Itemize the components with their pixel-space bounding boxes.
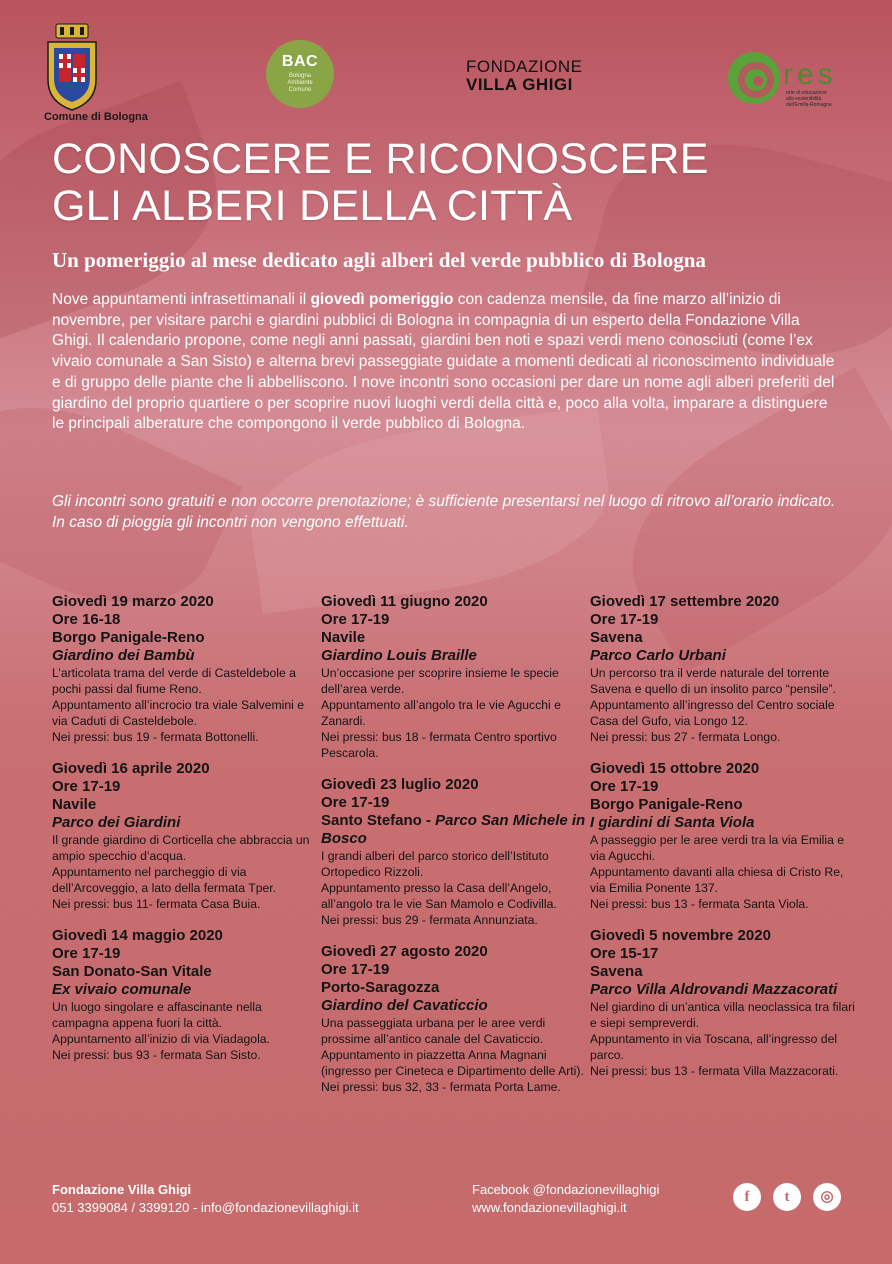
res-logo-word: res [783,58,837,91]
event-meeting-point: Appuntamento presso la Casa dell’Angelo, all’angolo tra le vie San Mamolo e Codivilla. [321,881,557,911]
event-time: Ore 17-19 [52,778,121,795]
res-logo-sub-line: alla sostenibilità [786,96,822,102]
facebook-icon[interactable]: f [733,1183,761,1211]
event-meeting-point: Appuntamento all’angolo tra le vie Agucchi e Zanardi. [321,698,561,728]
event-item [590,593,858,745]
event-date: Giovedì 27 agosto 2020 [321,943,488,960]
event-area: San Donato-San Vitale [52,963,212,980]
event-meeting-point: Appuntamento all’ingresso del Centro sociale Casa del Gufo, via Longo 12. [590,698,835,728]
event-date: Giovedì 23 luglio 2020 [321,776,479,793]
footer-links [472,1181,659,1217]
footer-phone-email: 051 3399084 / 3399120 - info@fondazionevillaghigi.it [52,1200,359,1215]
event-date: Giovedì 19 marzo 2020 [52,593,214,610]
event-venue: Parco San Michele in Bosco [321,812,586,847]
event-venue: I giardini di Santa Viola [590,814,755,831]
bac-logo-subtitle [266,73,334,94]
event-item [590,927,858,1079]
event-time: Ore 17-19 [321,794,390,811]
event-description: Il grande giardino di Corticella che abbraccia un ampio specchio d’acqua. [52,833,310,863]
event-bus-info: Nei pressi: bus 29 - fermata Annunziata. [321,913,538,927]
event-area: Navile [321,629,366,646]
bac-logo-sub-line: Ambiente [287,80,313,86]
event-bus-info: Nei pressi: bus 18 - fermata Centro sportivo Pescarola. [321,730,557,760]
event-item [52,593,320,745]
event-item [52,760,320,912]
event-venue: Parco Villa Aldrovandi Mazzacorati [590,981,838,998]
bac-logo-sub-line: Bologna [288,73,312,79]
intro-highlight: giovedì pomeriggio [310,291,454,308]
event-meeting-point: Appuntamento all’incrocio tra viale Salvemini e via Caduti di Casteldebole. [52,698,305,728]
villa-ghigi-logo [466,58,582,94]
events-column-3 [590,593,858,1094]
event-description: L’articolata trama del verde di Casteldebole a pochi passi dal fiume Reno. [52,666,296,696]
page-subtitle: Un pomeriggio al mese dedicato agli alberi del verde pubblico di Bologna [52,248,706,272]
event-date: Giovedì 17 settembre 2020 [590,593,780,610]
event-date: Giovedì 14 maggio 2020 [52,927,223,944]
events-column-2 [321,593,589,1110]
event-venue: Ex vivaio comunale [52,981,192,998]
event-bus-info: Nei pressi: bus 93 - fermata San Sisto. [52,1048,261,1062]
footer-org-name: Fondazione Villa Ghigi [52,1182,192,1197]
event-area: Borgo Panigale-Reno [590,796,743,813]
bac-logo [266,40,334,108]
event-area: Navile [52,796,97,813]
event-time: Ore 17-19 [52,945,121,962]
page-title [52,136,852,230]
event-time: Ore 17-19 [321,611,390,628]
comune-bologna-crest-icon [42,22,102,112]
event-area: Porto-Saragozza [321,979,440,996]
event-venue: Giardino del Cavaticcio [321,997,488,1014]
event-description: I grandi alberi del parco storico dell’Istituto Ortopedico Rizzoli. [321,849,549,879]
footer-contacts [52,1181,359,1217]
event-area: Savena [590,629,643,646]
event-bus-info: Nei pressi: bus 11- fermata Casa Buia. [52,897,261,911]
event-venue: Parco dei Giardini [52,814,181,831]
event-bus-info: Nei pressi: bus 32, 33 - fermata Porta Lame. [321,1080,561,1094]
event-area [321,812,589,848]
event-item [321,943,589,1095]
website-link[interactable]: www.fondazionevillaghigi.it [472,1200,627,1215]
page-title-line1: CONOSCERE E RICONOSCERE [52,135,709,183]
bac-logo-title: BAC [281,53,319,70]
event-date: Giovedì 15 ottobre 2020 [590,760,760,777]
event-meeting-point: Appuntamento in piazzetta Anna Magnani (ingresso per Cineteca e Dipartimento delle Arti). [321,1048,584,1078]
event-description: Un luogo singolare e affascinante nella campagna appena fuori la città. [52,1000,262,1030]
res-logo-sub-line: rete di educazione [786,90,827,96]
villa-ghigi-logo-line1: FONDAZIONE [466,57,583,76]
event-bus-info: Nei pressi: bus 19 - fermata Bottonelli. [52,730,259,744]
event-date: Giovedì 5 novembre 2020 [590,927,771,944]
event-area-name: Santo Stefano - [321,812,436,829]
event-venue: Giardino dei Bambù [52,647,195,664]
comune-logo-label: Comune di Bologna [44,111,148,123]
event-area: Borgo Panigale-Reno [52,629,205,646]
instagram-icon[interactable]: ◎ [813,1183,841,1211]
twitter-icon[interactable]: t [773,1183,801,1211]
event-time: Ore 17-19 [590,778,659,795]
event-time: Ore 17-19 [590,611,659,628]
logo-bar [0,0,892,130]
event-description: Nel giardino di un’antica villa neoclassica tra filari e siepi sempreverdi. [590,1000,855,1030]
event-bus-info: Nei pressi: bus 27 - fermata Longo. [590,730,781,744]
event-bus-info: Nei pressi: bus 13 - fermata Villa Mazzacorati. [590,1064,839,1078]
bac-logo-sub-line: Comune [288,87,312,93]
event-bus-info: Nei pressi: bus 13 - fermata Santa Viola. [590,897,809,911]
event-item [321,593,589,761]
res-logo-subtitle [786,90,832,108]
event-item [590,760,858,912]
event-description: A passeggio per le aree verdi tra la via Emilia e via Agucchi. [590,833,845,863]
villa-ghigi-logo-line2: VILLA GHIGI [466,75,573,94]
event-description: Una passeggiata urbana per le aree verdi prossime all’antico canale del Cavaticcio. [321,1016,546,1046]
event-item [52,927,320,1063]
intro-text: Nove appuntamenti infrasettimanali il [52,291,311,308]
facebook-link[interactable]: Facebook @fondazionevillaghigi [472,1182,660,1197]
event-venue: Giardino Louis Braille [321,647,477,664]
page-title-line2: GLI ALBERI DELLA CITTÀ [52,182,573,230]
event-time: Ore 15-17 [590,945,659,962]
event-time: Ore 17-19 [321,961,390,978]
event-item [321,776,589,928]
event-meeting-point: Appuntamento all’inizio di via Viadagola. [52,1032,270,1046]
event-date: Giovedì 16 aprile 2020 [52,760,210,777]
intro-paragraph [52,290,842,435]
res-logo-sub-line: dell'Emilia-Romagna [786,102,832,108]
event-meeting-point: Appuntamento nel parcheggio di via dell’Arcoveggio, a lato della fermata Tper. [52,865,277,895]
event-date: Giovedì 11 giugno 2020 [321,593,488,610]
intro-text: con cadenza mensile, da fine marzo all’inizio di novembre, per visitare parchi e giardini pubblici di Bologna in compagnia di un esperto della Fondazione Villa Ghigi. Il calendario propone, come negli anni passati, giardini ben noti e spazi verdi meno conosciuti (come l’ex vivaio comunale a San Sisto) e alterna brevi passeggiate guidate a momenti dedicati al riconoscimento individuale e di gruppo delle piante che li abbelliscono. I nove incontri sono occasioni per dare un nome agli alberi preferiti del giardino del proprio quartiere o per scoprire nuovi luoghi verdi della città e, poco alla volta, imparare a distinguere le principali alberature che compongono il verde pubblico di Bologna. [52,291,835,433]
event-venue: Parco Carlo Urbani [590,647,726,664]
events-column-1 [52,593,320,1078]
event-description: Un’occasione per scoprire insieme le specie dell’area verde. [321,666,559,696]
event-description: Un percorso tra il verde naturale del torrente Savena e quello di un insolito parco “pensile”. [590,666,836,696]
event-meeting-point: Appuntamento davanti alla chiesa di Cristo Re, via Emilia Ponente 137. [590,865,844,895]
event-area: Savena [590,963,643,980]
event-meeting-point: Appuntamento in via Toscana, all’ingresso del parco. [590,1032,838,1062]
free-entry-note: Gli incontri sono gratuiti e non occorre prenotazione; è sufficiente presentarsi nel luogo di ritrovo all’orario indicato. In caso di pioggia gli incontri non vengono effettuati. [52,493,836,531]
event-time: Ore 16-18 [52,611,121,628]
